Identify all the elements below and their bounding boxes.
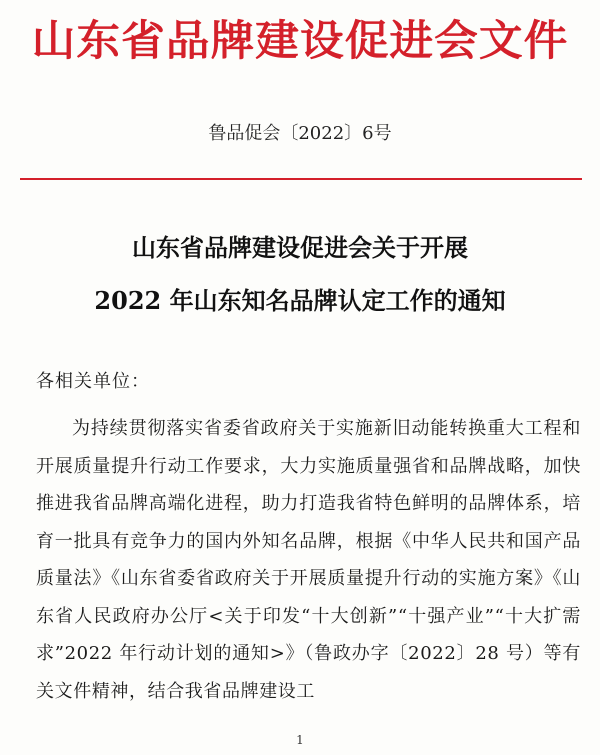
body-paragraph: 为持续贯彻落实省委省政府关于实施新旧动能转换重大工程和开展质量提升行动工作要求，大力实施质量强省和品牌战略，加快推进我省品牌高端化进程，助力打造我省特色鲜明的品牌体系，培育一批具有竞争力的国内外知名品牌，根据《中华人民共和国产品质量法》《山东省委省政府关于开展质量提升行动的实施方案》《山东省人民政府办公厅<关于印发“十大创新”“十强产业”“十大扩需求”2022 年行动计划的通知>》（鲁政办字〔2022〕28 号）等有关文件精神，结合我省品牌建设工: [36, 418, 581, 702]
salutation: 各相关单位：: [36, 371, 150, 392]
page-number: 1: [296, 733, 304, 747]
document-title-line-1: 山东省品牌建设促进会关于开展: [132, 233, 468, 262]
document-number: 鲁品促会〔2022〕6号: [208, 123, 392, 144]
document-title-line-2: 2022 年山东知名品牌认定工作的通知: [94, 286, 506, 315]
document-header-title: 山东省品牌建设促进会文件: [31, 16, 569, 65]
header-red-divider: [20, 178, 582, 180]
